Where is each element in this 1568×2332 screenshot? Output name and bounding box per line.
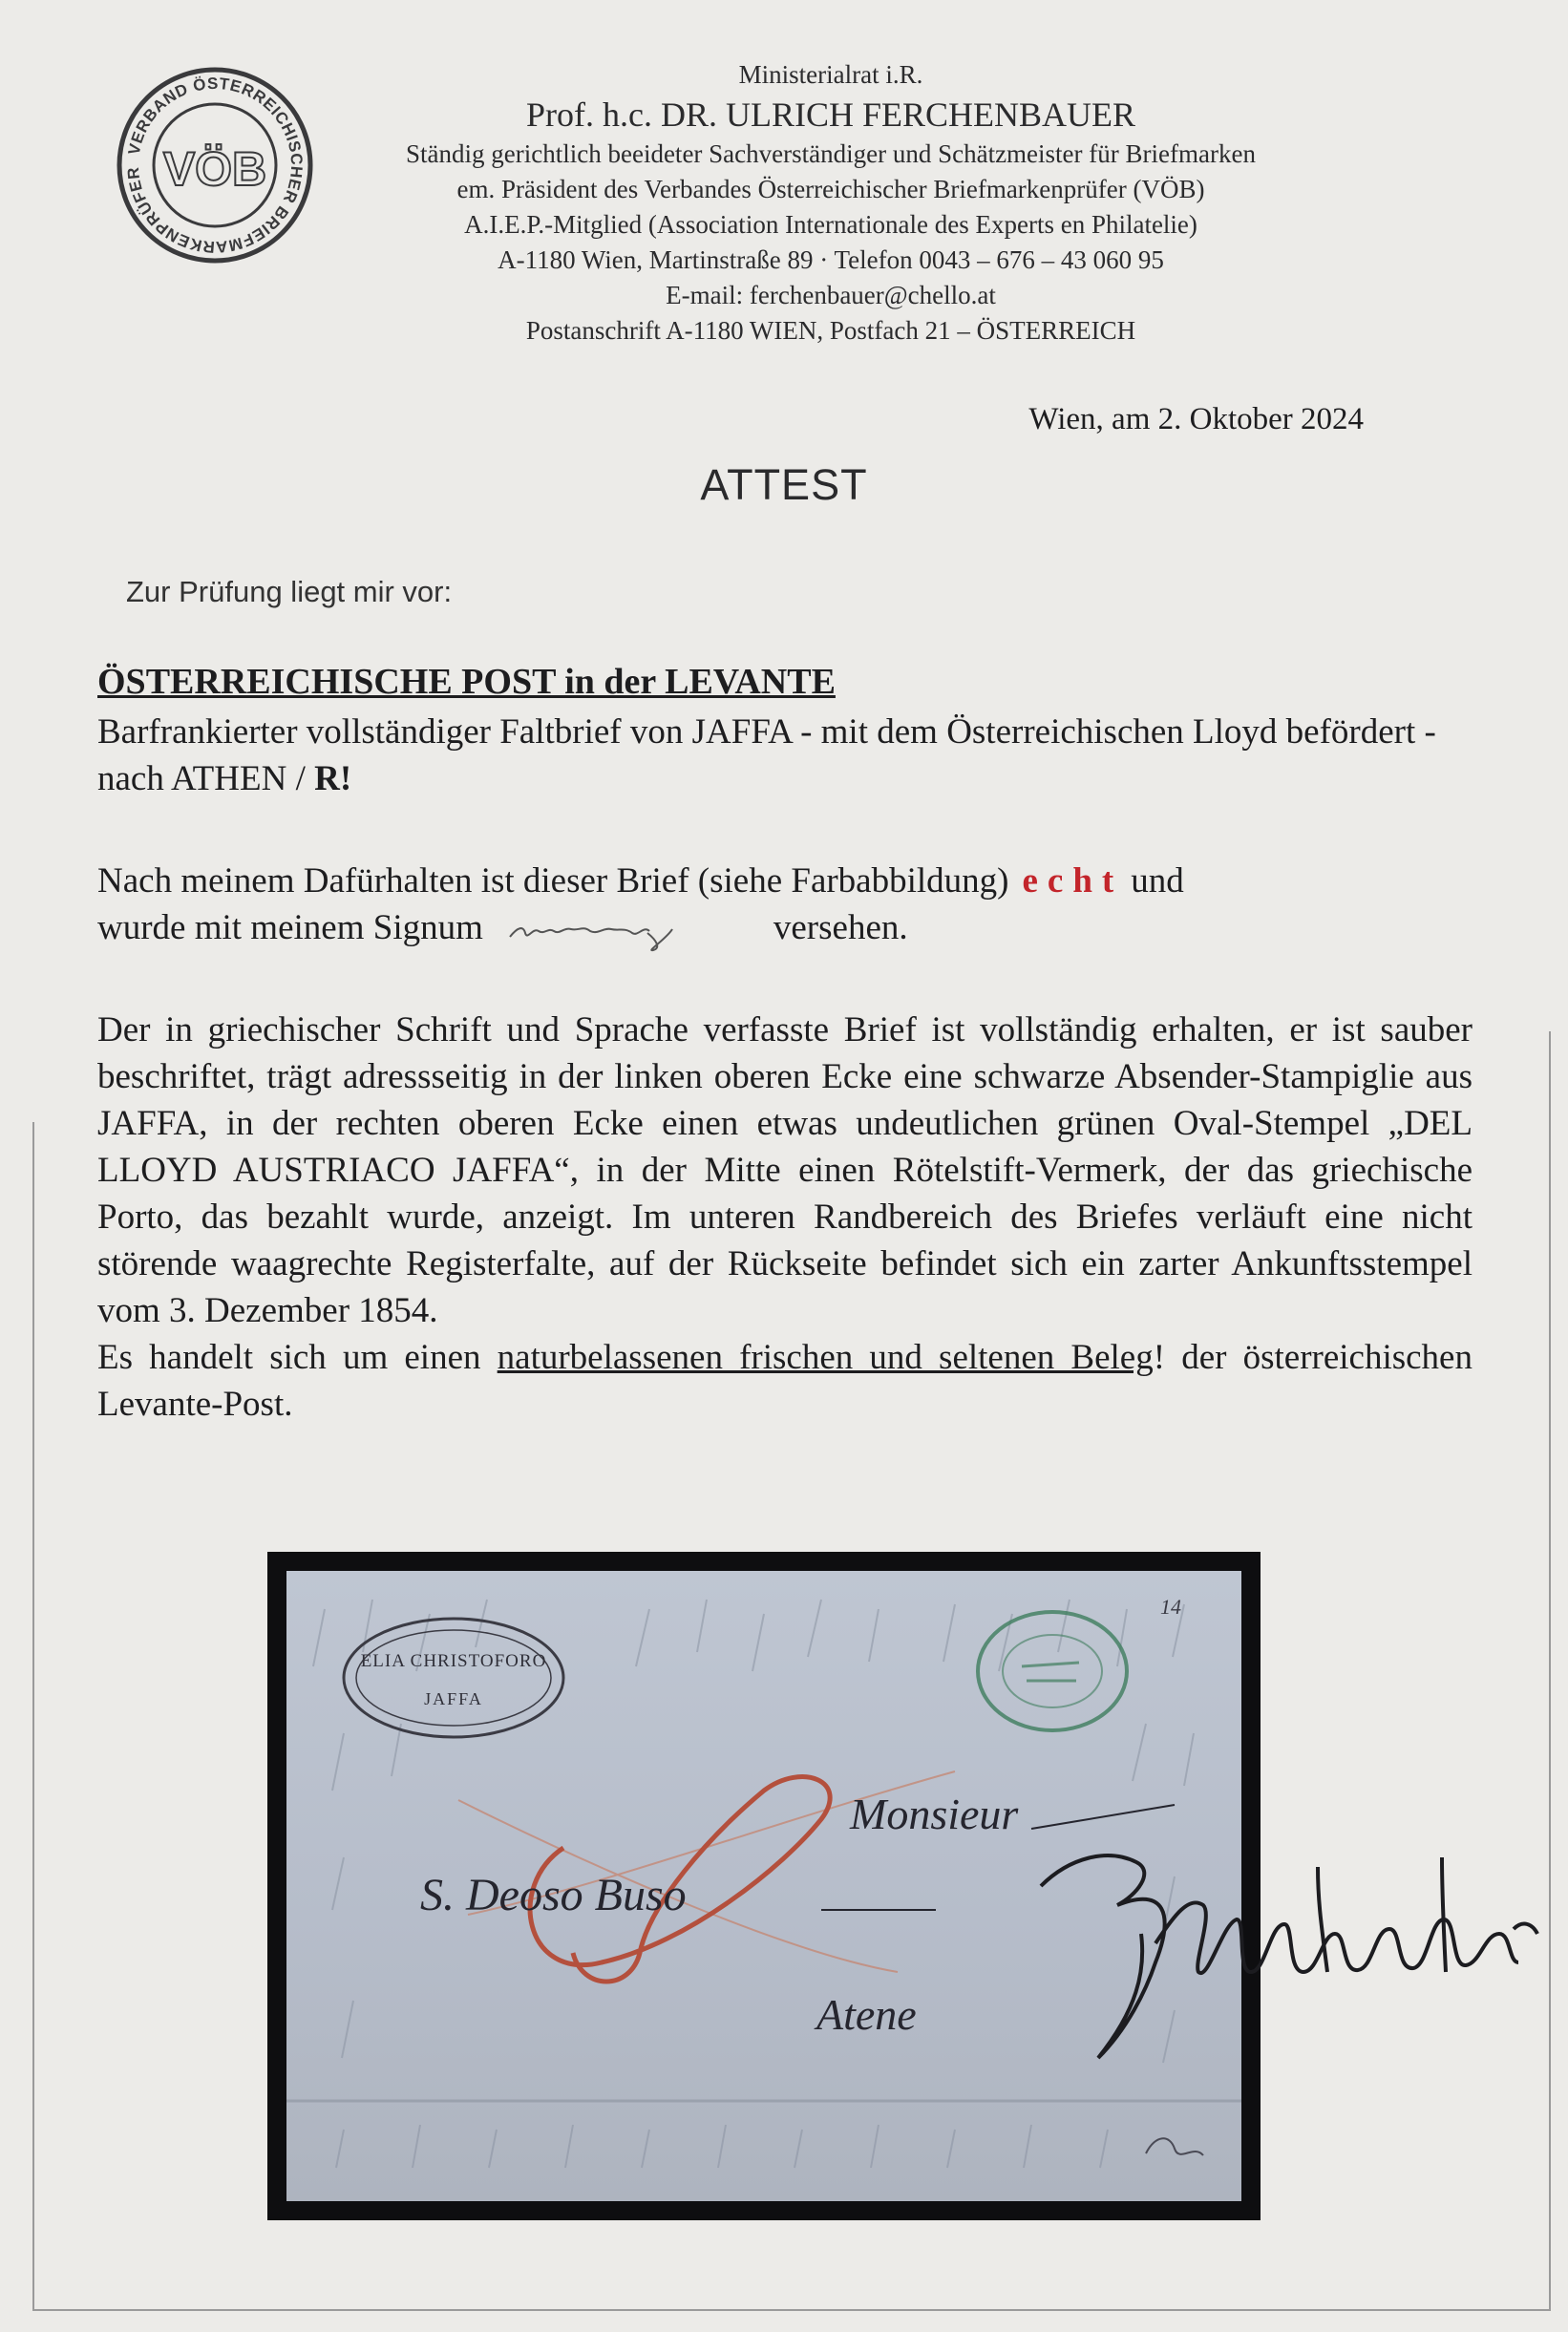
address-line-2: S. Deoso Buso (420, 1870, 687, 1920)
document-title: ATTEST (700, 460, 868, 509)
lloyd-oval-stamp (978, 1612, 1127, 1730)
letterhead-line-6: Postanschrift A-1180 WIEN, Postfach 21 – ÖSTERREICH (525, 316, 1136, 345)
letterhead-title: Ministerialrat i.R. (738, 60, 923, 89)
description-paragraph (97, 709, 1473, 802)
closing-text: Es handelt sich um einen (97, 1338, 481, 1377)
closing-paragraph (97, 1334, 1473, 1428)
closing-underlined: naturbelassenen frischen und seltenen Beleg (497, 1338, 1154, 1377)
letterhead-line-4: A-1180 Wien, Martinstraße 89 · Telefon 0043 – 676 – 43 060 95 (498, 245, 1164, 274)
details-section (97, 1007, 1473, 1428)
frame-line-bottom (32, 2309, 1551, 2311)
expert-signature (1031, 1829, 1547, 2067)
details-paragraph: Der in griechischer Schrift und Sprache verfasste Brief ist vollständig erhalten, er ist sauber beschriftet, trägt adressseitig in der linken oberen Ecke eine schwarze Absender-Stampiglie aus JAFFA, in der rechten oberen Ecke einen etwas undeutlichen grünen Oval-Stempel „DEL LLOYD AUSTRIACO JAFFA“, in der Mitte einen Rötelstift-Vermerk, der das griechische Porto, das bezahlt wurde, anzeigt. Im unteren Randbereich des Briefes verläuft eine nicht störende waagrechte Registerfalte, auf der Rückseite befindet sich ein zarter Ankunftsstempel vom 3. Dezember 1854. (97, 1010, 1473, 1330)
letterhead-name: Prof. h.c. DR. ULRICH FERCHENBAUER (525, 95, 1135, 134)
address-line-1: Monsieur (850, 1790, 1019, 1838)
logo-monogram: VÖB (162, 142, 267, 196)
frame-line-right (1549, 1031, 1551, 2311)
verdict-line2-end: versehen. (773, 908, 908, 947)
address-line-3: Atene (816, 1990, 917, 2039)
verdict-text: Nach meinem Dafürhalten ist dieser Brief (siehe Farbabbildung) (97, 861, 1009, 901)
letterhead-line-3: A.I.E.P.-Mitglied (Association Internationale des Experts en Philatelie) (464, 210, 1197, 239)
logo-ring-text: VERBAND ÖSTERREICHISCHER BRIEFMARKENPRÜFER (123, 74, 307, 257)
verdict-after: und (1131, 861, 1184, 901)
document-date: Wien, am 2. Oktober 2024 (1028, 402, 1364, 436)
voeb-logo (115, 65, 315, 265)
corner-mark: 14 (1160, 1595, 1181, 1619)
description-text: Barfrankierter vollständiger Faltbrief von JAFFA - mit dem Österreichischen Lloyd befördert - nach ATHEN / (97, 712, 1436, 798)
letterhead-line-5: E-mail: ferchenbauer@chello.at (666, 281, 996, 309)
verdict-line2: wurde mit meinem Signum (97, 908, 483, 947)
verdict-result: echt (1022, 861, 1124, 901)
subject-heading: ÖSTERREICHISCHE POST in der LEVANTE (97, 662, 836, 702)
intro-text: Zur Prüfung liegt mir vor: (126, 575, 453, 608)
letterhead-line-1: Ständig gerichtlich beeideter Sachverständiger und Schätzmeister für Briefmarken (406, 139, 1256, 168)
letterhead (344, 57, 1318, 349)
small-signature (504, 910, 752, 952)
closing-end: ! der österreichischen Levante-Post. (97, 1338, 1473, 1424)
sender-stamp-name: ELIA CHRISTOFORO (360, 1651, 547, 1671)
letterhead-line-2: em. Präsident des Verbandes Österreichischer Briefmarkenprüfer (VÖB) (456, 175, 1205, 203)
frame-line-left (32, 1122, 34, 2311)
verdict-paragraph (97, 858, 1473, 952)
rarity-mark: R! (314, 759, 352, 798)
sender-stamp-city: JAFFA (424, 1689, 483, 1708)
